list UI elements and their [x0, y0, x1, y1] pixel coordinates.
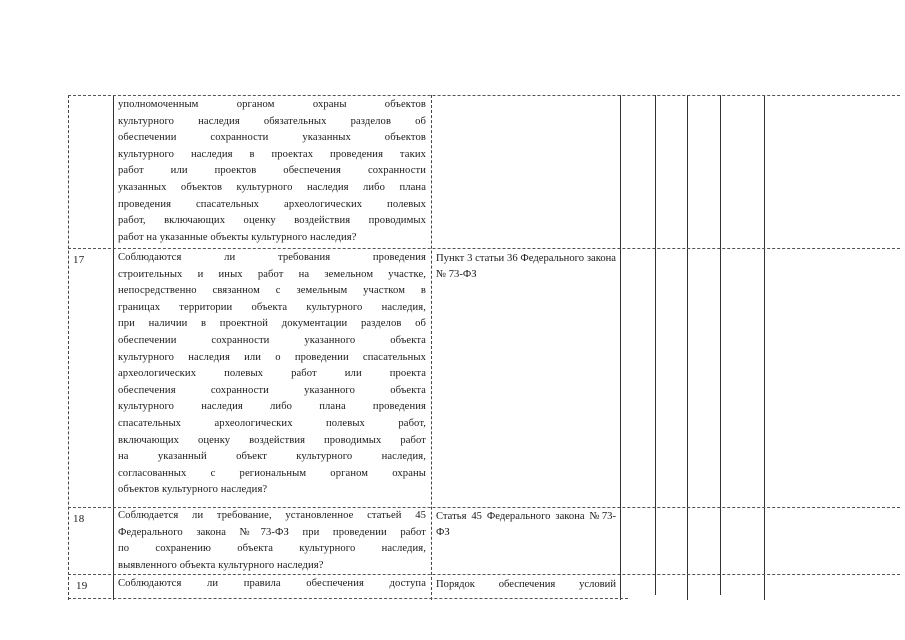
column-divider	[431, 95, 432, 600]
legal-basis-cell: Статья 45 Федерального закона №73-ФЗ	[436, 511, 616, 538]
question-line: уполномоченным органом охраны объектов	[118, 99, 426, 110]
question-line: культурного наследия или о проведении спасательных	[118, 351, 426, 363]
question-line: обеспечения сохранности указанного объекта	[118, 384, 426, 396]
question-line: работ на указанные объекты культурного наследия?	[118, 231, 357, 243]
column-divider	[687, 95, 688, 600]
question-line: на указанный объект культурного наследия,	[118, 451, 426, 463]
row-number: 17	[73, 254, 85, 266]
question-line: непосредственно связанном с земельным участком в	[118, 285, 426, 297]
legal-basis-cell: Порядок обеспечения условий	[436, 579, 616, 590]
row-number: 18	[73, 513, 85, 525]
row-number: 19	[76, 580, 88, 592]
question-cell	[118, 97, 426, 246]
column-divider	[655, 95, 656, 595]
question-line: выявленного объекта культурного наследия?	[118, 559, 324, 571]
question-line: работ или проектов обеспечения сохранности	[118, 165, 426, 177]
question-line: указанных объектов культурного наследия либо плана	[118, 181, 426, 193]
question-cell	[118, 250, 426, 499]
question-line: Соблюдаются ли правила обеспечения доступа	[118, 578, 426, 589]
column-divider	[113, 95, 114, 600]
column-divider	[620, 95, 621, 600]
column-divider	[68, 95, 69, 600]
legal-basis-cell: Пункт 3 статьи 36 Федерального закона № 73-ФЗ	[436, 253, 616, 280]
question-cell	[118, 576, 426, 593]
question-line: Федерального закона №73-ФЗ при проведении работ	[118, 526, 426, 538]
question-cell	[118, 508, 426, 574]
row-divider	[68, 598, 628, 599]
question-line: включающих оценку воздействия проводимых работ	[118, 434, 426, 446]
question-line: объектов культурного наследия?	[118, 484, 268, 496]
question-line: по сохранению объекта культурного наследия,	[118, 543, 426, 555]
question-line: согласованных с региональным органом охраны	[118, 467, 426, 479]
question-line: спасательных археологических полевых работ,	[118, 417, 426, 429]
question-line: Соблюдается ли требование, установленное статьей 45	[118, 510, 426, 521]
question-line: строительных и иных работ на земельном участке,	[118, 268, 426, 280]
row-divider	[68, 248, 900, 249]
question-line: работ, включающих оценку воздействия проводимых	[118, 215, 426, 227]
question-line: культурного наследия либо плана проведения	[118, 401, 426, 413]
question-line: культурного наследия в проектах проведения таких	[118, 148, 426, 160]
question-line: при наличии в проектной документации разделов об	[118, 318, 426, 330]
question-line: обеспечении сохранности указанного объекта	[118, 334, 426, 346]
column-divider	[764, 95, 765, 600]
question-line: обеспечении сохранности указанных объектов	[118, 132, 426, 144]
question-line: Соблюдаются ли требования проведения	[118, 252, 426, 263]
question-line: культурного наследия обязательных разделов об	[118, 115, 426, 127]
question-line: границах территории объекта культурного наследия,	[118, 301, 426, 313]
question-line: археологических полевых работ или проекта	[118, 368, 426, 380]
row-divider	[68, 95, 900, 96]
question-line: проведения спасательных археологических полевых	[118, 198, 426, 210]
column-divider	[720, 95, 721, 595]
